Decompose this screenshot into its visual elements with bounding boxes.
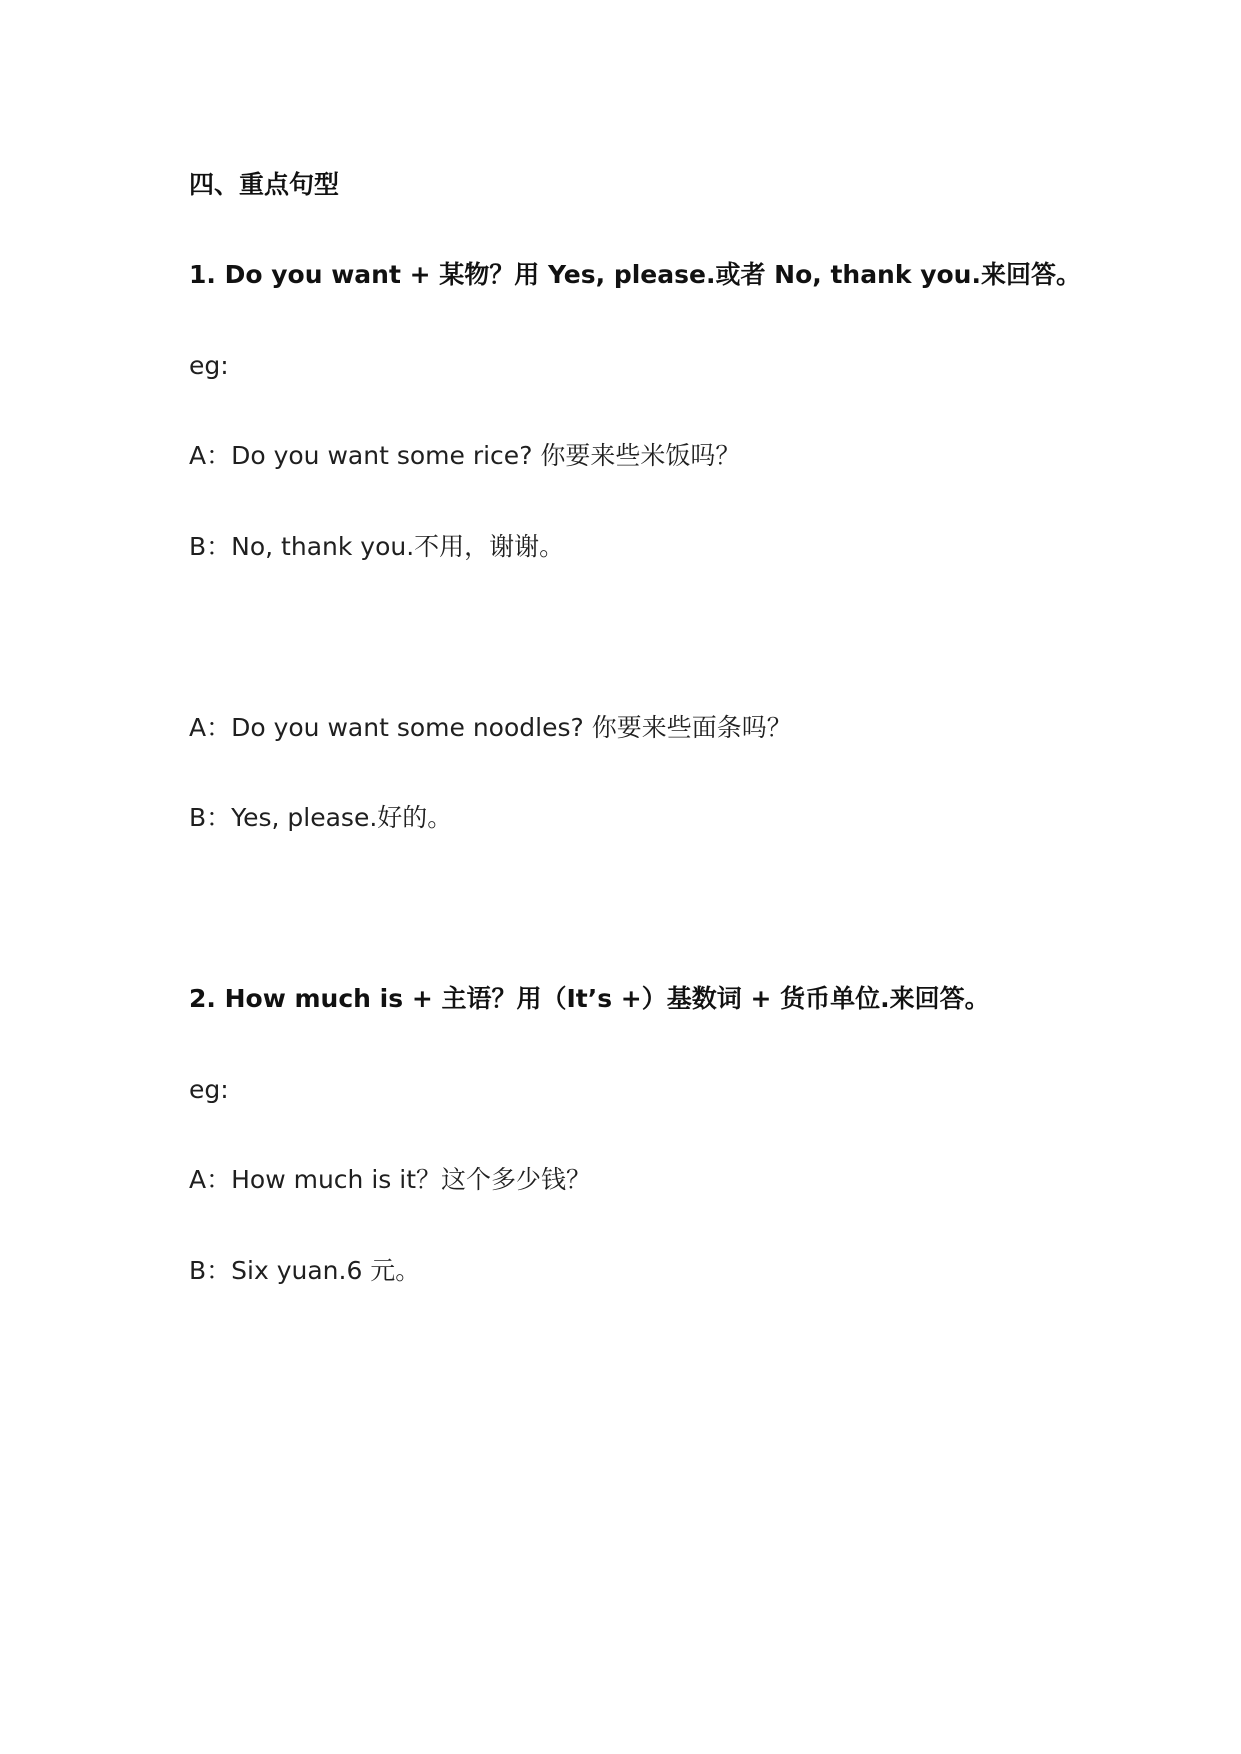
pattern-2-example-1-b: B：Six yuan.6 元。 xyxy=(189,1256,421,1285)
section-title: 四、重点句型 xyxy=(189,170,340,199)
pattern-1-heading: 1. Do you want + 某物？用 Yes, please.或者 No, thank you.来回答。 xyxy=(189,260,1081,289)
pattern-1-example-1-a: A：Do you want some rice? 你要来些米饭吗？ xyxy=(189,441,741,470)
pattern-2-heading: 2. How much is + 主语？用（It’s +）基数词 + 货币单位.来回答。 xyxy=(189,984,990,1013)
pattern-1-example-2-b: B：Yes, please.好的。 xyxy=(189,803,453,832)
pattern-1-example-2-a: A：Do you want some noodles? 你要来些面条吗？ xyxy=(189,713,792,742)
pattern-1-eg-label: eg: xyxy=(189,351,229,380)
pattern-2-example-1-a: A：How much is it？这个多少钱？ xyxy=(189,1165,591,1194)
pattern-1-example-1-b: B：No, thank you.不用，谢谢。 xyxy=(189,532,565,561)
pattern-2-eg-label: eg: xyxy=(189,1075,229,1104)
